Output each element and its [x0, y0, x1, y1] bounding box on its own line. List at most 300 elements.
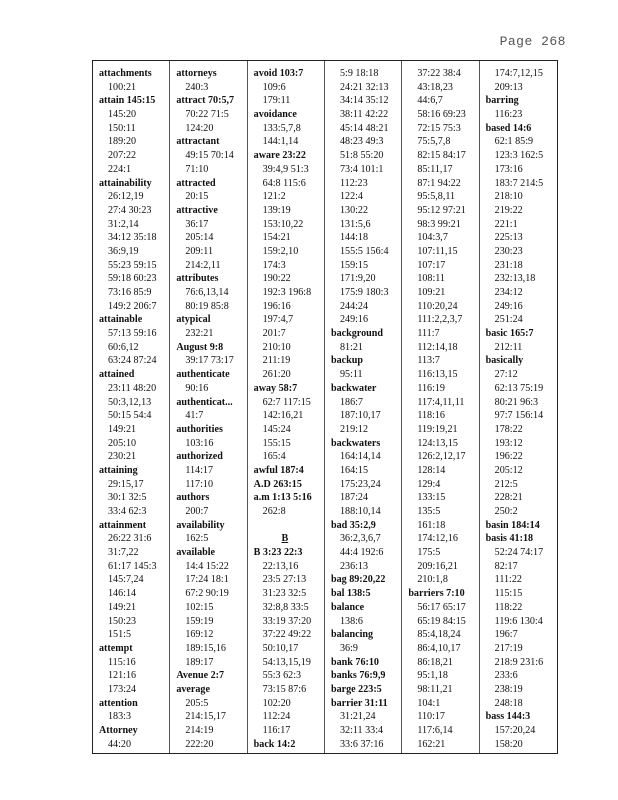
index-reference: 209:13 — [494, 81, 523, 93]
index-reference: 14:4 15:22 — [185, 560, 229, 572]
index-term: bad 35:2,9 — [330, 519, 376, 531]
index-reference: 33:19 37:20 — [262, 615, 312, 627]
index-reference: 30:1 32:5 — [108, 492, 147, 504]
index-term: attempt — [99, 642, 133, 654]
index-reference: 236:13 — [339, 560, 369, 572]
index-reference: 151:5 — [108, 629, 131, 641]
index-reference: 110:20,24 — [417, 300, 458, 312]
index-reference: 142:16,21 — [262, 410, 304, 422]
index-reference: 119:6 130:4 — [494, 615, 543, 627]
index-reference: 51:8 55:20 — [339, 150, 384, 162]
index-reference: 155:5 156:4 — [339, 245, 389, 257]
index-reference: 207:22 — [108, 150, 137, 162]
index-reference: 72:15 75:3 — [417, 122, 461, 134]
index-reference: 171:9,20 — [339, 273, 376, 285]
index-reference: 111:22 — [494, 574, 522, 586]
index-reference: 240:3 — [185, 81, 209, 93]
index-reference: 116:17 — [262, 725, 291, 736]
index-reference: 37:22 38:4 — [417, 68, 461, 79]
index-term: bag 89:20,22 — [330, 574, 386, 586]
index-term: backwaters — [330, 437, 381, 449]
index-reference: 139:19 — [262, 204, 291, 216]
index-reference: 221:1 — [494, 218, 518, 230]
index-reference: 31:21,24 — [339, 711, 376, 723]
index-reference: 87:1 94:22 — [417, 177, 461, 189]
index-reference: 145:7,24 — [108, 574, 144, 586]
index-reference: 234:12 — [494, 287, 523, 298]
index-reference: 190:22 — [262, 273, 291, 285]
index-reference: 192:3 196:8 — [262, 287, 312, 298]
index-reference: 44:20 — [108, 738, 131, 750]
index-reference: 76:6,13,14 — [185, 287, 229, 298]
index-reference: 50:15 54:4 — [108, 410, 152, 422]
index-term: bass 144:3 — [485, 711, 531, 723]
index-reference — [254, 519, 324, 533]
index-reference: 169:12 — [185, 629, 214, 641]
index-reference: 107:17 — [417, 259, 446, 271]
index-reference: 73:15 87:6 — [262, 683, 307, 695]
index-reference: 22:13,16 — [262, 560, 299, 572]
index-reference: 251:24 — [494, 314, 523, 326]
index-reference: 193:12 — [494, 437, 523, 449]
index-reference: 158:20 — [494, 738, 523, 750]
index-reference: 50:3,12,13 — [108, 396, 152, 408]
index-reference: 36:17 — [185, 218, 209, 230]
index-reference: 205:12 — [494, 464, 523, 476]
index-reference: 150:23 — [108, 615, 137, 627]
index-reference: 102:20 — [262, 697, 291, 709]
index-term: B 3:23 22:3 — [253, 547, 303, 559]
index-reference: 196:22 — [494, 451, 523, 463]
index-reference: 116:13,15 — [417, 369, 458, 381]
index-reference: 34:12 35:18 — [108, 232, 157, 244]
index-term: barring — [485, 95, 519, 107]
index-reference: 55:3 62:3 — [262, 670, 302, 682]
index-reference: 34:14 35:12 — [339, 95, 389, 107]
index-reference: 115:15 — [494, 588, 523, 600]
index-term: attention — [99, 697, 138, 709]
index-term: away 58:7 — [253, 382, 298, 394]
index-reference: 135:5 — [417, 506, 441, 517]
index-reference: 64:8 115:6 — [262, 177, 306, 189]
index-term: aware 23:22 — [253, 150, 306, 162]
index-reference: 31:7,22 — [108, 547, 139, 559]
index-reference: 210:1,8 — [417, 574, 448, 586]
index-reference: 43:18,23 — [417, 81, 453, 93]
index-reference: 60:6,12 — [108, 341, 139, 353]
index-reference: 196:7 — [494, 629, 518, 641]
index-reference: 110:17 — [417, 711, 445, 723]
index-term: attain 145:15 — [99, 95, 156, 107]
index-term: back 14:2 — [253, 738, 296, 750]
index-reference: 32:8,8 33:5 — [262, 601, 309, 613]
index-reference: 90:16 — [185, 382, 209, 394]
index-reference: 124:13,15 — [417, 437, 458, 449]
index-term: balance — [330, 601, 365, 613]
index-reference: 65:19 84:15 — [417, 615, 466, 627]
index-reference: 52:24 74:17 — [494, 547, 544, 559]
index-reference: 73:4 101:1 — [339, 163, 384, 175]
index-reference: 149:21 — [108, 423, 137, 435]
index-reference: 165:4 — [262, 451, 286, 463]
index-reference: 154:21 — [262, 232, 291, 244]
index-reference: 26:22 31:6 — [108, 533, 152, 545]
index-reference: 95:12 97:21 — [417, 204, 466, 216]
index-reference: 225:13 — [494, 232, 523, 244]
index-reference: 86:18,21 — [417, 656, 453, 668]
index-reference: 45:14 48:21 — [339, 122, 389, 134]
index-reference: 210:10 — [262, 341, 291, 353]
index-term: available — [176, 547, 216, 559]
section-letter: B — [281, 533, 289, 545]
index-term: authorized — [176, 451, 223, 463]
index-reference: 123:3 162:5 — [494, 150, 544, 162]
index-reference: 179:11 — [262, 95, 291, 107]
index-reference: 117:10 — [185, 478, 213, 490]
index-reference: 205:10 — [108, 437, 137, 449]
index-reference: 29:15,17 — [108, 478, 144, 490]
index-reference: 98:3 99:21 — [417, 218, 461, 230]
index-reference: 119:19,21 — [417, 423, 458, 435]
index-term: August 9:8 — [176, 341, 224, 353]
index-reference: 36:9 — [339, 642, 358, 654]
index-term: A.D 263:15 — [253, 478, 302, 490]
index-reference: 44:6,7 — [417, 95, 443, 107]
index-term: backup — [330, 355, 363, 367]
index-reference: 214:2,11 — [185, 259, 221, 271]
index-reference: 81:21 — [339, 341, 363, 353]
index-term: attracted — [176, 177, 216, 189]
index-reference: 212:11 — [494, 341, 523, 353]
index-reference: 173:24 — [108, 683, 137, 695]
index-reference: 100:21 — [108, 81, 137, 93]
index-reference: 197:4,7 — [262, 314, 294, 326]
index-reference: 121:2 — [262, 191, 286, 203]
index-reference: 112:24 — [262, 711, 291, 723]
index-reference: 121:16 — [108, 670, 137, 682]
index-reference: 36:2,3,6,7 — [339, 533, 381, 545]
index-term: atypical — [176, 314, 211, 326]
index-term: background — [330, 328, 383, 340]
index-reference: 124:20 — [185, 122, 214, 134]
index-term: availability — [176, 519, 225, 531]
index-term: bank 76:10 — [330, 656, 379, 668]
index-reference: 228:21 — [494, 492, 523, 504]
index-reference: 95:11 — [339, 369, 363, 381]
index-term: awful 187:4 — [253, 464, 304, 476]
index-term: barrier 31:11 — [330, 697, 388, 709]
index-reference: 174:3 — [262, 259, 286, 271]
index-reference: 33:4 62:3 — [108, 506, 147, 517]
index-term: attractive — [176, 204, 218, 216]
index-reference: 32:11 33:4 — [339, 725, 384, 736]
index-term: attainable — [99, 314, 143, 326]
index-reference: 116:23 — [494, 109, 523, 121]
index-term: attorneys — [176, 68, 217, 79]
index-reference: 38:11 42:22 — [339, 109, 389, 121]
index-reference: 50:10,17 — [262, 642, 299, 654]
index-reference: 201:7 — [262, 328, 286, 340]
index-reference: 111:2,2,3,7 — [417, 314, 463, 326]
index-column-6 — [480, 61, 557, 753]
index-column-3 — [248, 61, 325, 753]
index-term: attractant — [176, 136, 220, 148]
index-reference: 102:15 — [185, 601, 214, 613]
index-reference: 217:19 — [494, 642, 523, 654]
index-reference: 75:5,7,8 — [417, 136, 451, 148]
index-reference: 37:22 49:22 — [262, 629, 312, 641]
index-reference: 159:2,10 — [262, 245, 299, 257]
index-reference: 97:7 156:14 — [494, 410, 544, 422]
index-reference: 85:11,17 — [417, 163, 453, 175]
index-column-1 — [93, 61, 170, 753]
index-reference: 5:9 18:18 — [339, 68, 379, 79]
index-term: bal 138:5 — [330, 588, 371, 600]
index-reference: 196:16 — [262, 300, 291, 312]
index-reference: 62:1 85:9 — [494, 136, 534, 148]
index-reference: 118:22 — [494, 601, 523, 613]
index-term: attainment — [99, 519, 147, 531]
index-reference: 122:4 — [339, 191, 363, 203]
index-reference: 262:8 — [262, 506, 286, 517]
index-reference: 73:16 85:9 — [108, 287, 152, 298]
index-term: authenticat... — [176, 396, 233, 408]
index-reference: 205:5 — [185, 697, 209, 709]
index-reference: 149:2 206:7 — [108, 300, 157, 312]
index-reference: 20:15 — [185, 191, 209, 203]
index-reference: 126:2,12,17 — [417, 451, 466, 463]
index-reference: 24:21 32:13 — [339, 81, 389, 93]
index-reference: 222:20 — [185, 738, 214, 750]
index-reference: 82:15 84:17 — [417, 150, 466, 162]
index-column-2 — [170, 61, 247, 753]
index-reference: 95:5,8,11 — [417, 191, 456, 203]
page-number-label: Page 268 — [499, 34, 566, 49]
index-reference: 159:19 — [185, 615, 214, 627]
index-term: average — [176, 683, 210, 695]
index-term: barge 223:5 — [330, 683, 382, 695]
index-reference: 175:23,24 — [339, 478, 381, 490]
index-reference: 144:1,14 — [262, 136, 299, 148]
index-term: Attorney — [99, 725, 138, 736]
index-reference: 114:17 — [185, 464, 213, 476]
index-reference: 219:22 — [494, 204, 523, 216]
index-reference: 249:16 — [494, 300, 523, 312]
index-reference: 249:16 — [339, 314, 369, 326]
index-reference: 58:16 69:23 — [417, 109, 466, 121]
index-reference: 250:2 — [494, 506, 518, 517]
index-reference: 183:7 214:5 — [494, 177, 544, 189]
index-table — [92, 60, 558, 754]
index-reference: 230:23 — [494, 245, 523, 257]
index-term: attainability — [99, 177, 152, 189]
index-reference: 218:9 231:6 — [494, 656, 544, 668]
index-term: authors — [176, 492, 210, 504]
index-reference: 61:17 145:3 — [108, 560, 157, 572]
index-term: basic 165:7 — [485, 328, 534, 340]
index-reference: 200:7 — [185, 506, 209, 517]
index-reference: 161:18 — [417, 519, 446, 531]
index-reference: 26:12,19 — [108, 191, 144, 203]
index-reference: 130:22 — [339, 204, 369, 216]
index-reference: 238:19 — [494, 683, 523, 695]
index-reference: 175:5 — [417, 547, 441, 559]
index-reference: 138:6 — [339, 615, 363, 627]
index-term: avoidance — [253, 109, 297, 121]
index-term: based 14:6 — [485, 122, 532, 134]
index-reference: 39:17 73:17 — [185, 355, 234, 367]
index-reference: 155:15 — [262, 437, 291, 449]
index-reference: 175:9 180:3 — [339, 287, 389, 298]
index-reference: 164:14,14 — [339, 451, 381, 463]
index-reference: 70:22 71:5 — [185, 109, 229, 121]
index-reference: 71:10 — [185, 163, 209, 175]
index-term: basin 184:14 — [485, 519, 540, 531]
index-term: attaining — [99, 464, 138, 476]
index-reference: 63:24 87:24 — [108, 355, 157, 367]
index-reference: 80:21 96:3 — [494, 396, 539, 408]
index-reference: 162:5 — [185, 533, 209, 545]
index-reference: 104:1 — [417, 697, 441, 709]
index-reference: 248:18 — [494, 697, 523, 709]
index-reference: 109:6 — [262, 81, 286, 93]
index-reference: 144:18 — [339, 232, 369, 244]
index-reference: 113:7 — [417, 355, 440, 367]
index-reference: 189:15,16 — [185, 642, 226, 654]
index-reference: 49:15 70:14 — [185, 150, 234, 162]
index-term: Avenue 2:7 — [176, 670, 225, 682]
index-reference: 219:12 — [339, 423, 369, 435]
index-term: attachments — [99, 68, 152, 79]
index-reference: 36:9,19 — [108, 245, 139, 257]
index-reference: 104:3,7 — [417, 232, 448, 244]
index-reference: 205:14 — [185, 232, 214, 244]
index-reference: 55:23 59:15 — [108, 259, 157, 271]
index-reference: 109:21 — [417, 287, 446, 298]
index-reference: 107:11,15 — [417, 245, 458, 257]
index-reference: 133:5,7,8 — [262, 122, 301, 134]
index-reference: 31:2,14 — [108, 218, 139, 230]
index-reference: 98:11,21 — [417, 683, 453, 695]
index-reference: 174:12,16 — [417, 533, 458, 545]
index-term: authenticate — [176, 369, 230, 381]
index-reference: 62:7 117:15 — [262, 396, 311, 408]
index-term: attract 70:5,7 — [176, 95, 235, 107]
index-term: balancing — [330, 629, 374, 641]
index-reference: 231:18 — [494, 259, 523, 271]
index-reference: 233:6 — [494, 670, 518, 682]
index-reference: 131:5,6 — [339, 218, 371, 230]
index-reference: 232:21 — [185, 328, 214, 340]
index-term: backwater — [330, 382, 377, 394]
index-reference: 80:19 85:8 — [185, 300, 229, 312]
index-reference: 23:5 27:13 — [262, 574, 307, 586]
index-term: attained — [99, 369, 135, 381]
index-term: attributes — [176, 273, 219, 285]
index-reference: 145:24 — [262, 423, 291, 435]
index-term: a.m 1:13 5:16 — [253, 492, 312, 504]
index-reference: 23:11 48:20 — [108, 382, 157, 394]
index-reference: 150:11 — [108, 122, 136, 134]
index-reference: 95:1,18 — [417, 670, 448, 682]
index-reference: 162:21 — [417, 738, 446, 750]
index-reference: 230:21 — [108, 451, 137, 463]
index-reference: 173:16 — [494, 163, 523, 175]
index-reference: 174:7,12,15 — [494, 68, 543, 79]
index-reference: 149:21 — [108, 601, 137, 613]
index-reference: 56:17 65:17 — [417, 601, 466, 613]
index-reference: 209:16,21 — [417, 560, 458, 572]
index-reference: 128:14 — [417, 464, 446, 476]
index-reference: 188:10,14 — [339, 506, 381, 517]
index-term: basically — [485, 355, 524, 367]
index-reference: 31:23 32:5 — [262, 588, 307, 600]
index-reference: 214:19 — [185, 725, 214, 736]
index-reference: 183:3 — [108, 711, 131, 723]
index-reference: 82:17 — [494, 560, 518, 572]
index-reference: 59:18 60:23 — [108, 273, 157, 285]
index-reference: 209:11 — [185, 245, 213, 257]
index-reference: 224:1 — [108, 163, 131, 175]
index-reference: 44:4 192:6 — [339, 547, 384, 559]
index-reference: 157:20,24 — [494, 725, 536, 736]
index-reference: 103:16 — [185, 437, 214, 449]
index-reference: 112:14,18 — [417, 341, 458, 353]
index-reference: 178:22 — [494, 423, 523, 435]
index-reference: 232:13,18 — [494, 273, 536, 285]
index-reference: 261:20 — [262, 369, 291, 381]
index-reference: 187:24 — [339, 492, 369, 504]
index-reference: 244:24 — [339, 300, 369, 312]
index-reference: 17:24 18:1 — [185, 574, 229, 586]
index-reference: 129:4 — [417, 478, 441, 490]
index-reference: 218:10 — [494, 191, 523, 203]
index-reference: 117:4,11,11 — [417, 396, 465, 408]
index-reference: 117:6,14 — [417, 725, 453, 736]
index-reference: 112:23 — [339, 177, 368, 189]
index-reference: 212:5 — [494, 478, 518, 490]
index-reference: 146:14 — [108, 588, 137, 600]
index-reference: 27:12 — [494, 369, 518, 381]
index-reference: 41:7 — [185, 410, 204, 422]
index-reference: 54:13,15,19 — [262, 656, 311, 668]
index-reference: 189:20 — [108, 136, 137, 148]
index-reference: 164:15 — [339, 464, 369, 476]
index-reference: 153:10,22 — [262, 218, 304, 230]
index-reference: 186:7 — [339, 396, 363, 408]
index-reference: 111:7 — [417, 328, 440, 340]
index-reference: 211:19 — [262, 355, 291, 367]
index-reference: 189:17 — [185, 656, 214, 668]
index-reference: 27:4 30:23 — [108, 204, 152, 216]
index-reference: 133:15 — [417, 492, 446, 504]
index-reference: 62:13 75:19 — [494, 382, 544, 394]
index-reference: 48:23 49:3 — [339, 136, 384, 148]
index-reference: 85:4,18,24 — [417, 629, 461, 641]
index-reference: 108:11 — [417, 273, 445, 285]
index-term: basis 41:18 — [485, 533, 534, 545]
index-term: authorities — [176, 423, 223, 435]
index-reference: 214:15,17 — [185, 711, 226, 723]
index-reference: 57:13 59:16 — [108, 328, 157, 340]
index-reference: 187:10,17 — [339, 410, 381, 422]
index-reference: 33:6 37:16 — [339, 738, 384, 750]
index-reference: 67:2 90:19 — [185, 588, 229, 600]
index-column-5 — [402, 61, 479, 753]
index-term: barriers 7:10 — [408, 588, 465, 600]
index-reference: 39:4,9 51:3 — [262, 163, 309, 175]
index-reference: 116:19 — [417, 382, 445, 394]
